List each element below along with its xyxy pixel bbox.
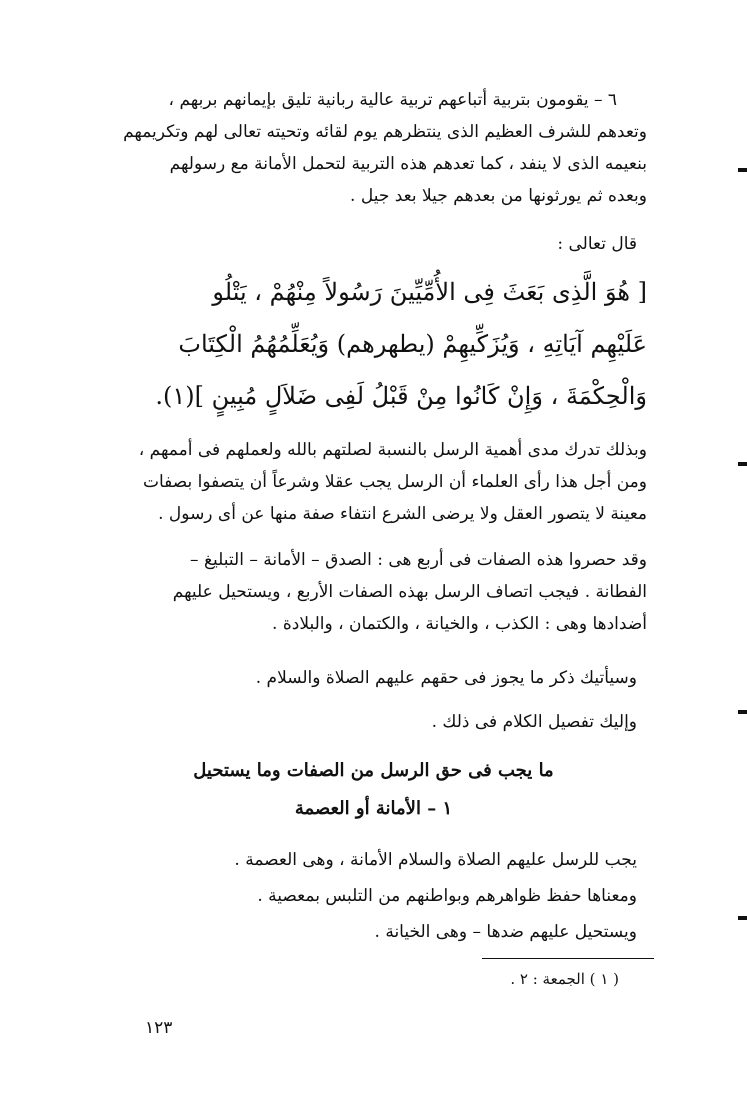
footnote-rule [482, 958, 654, 959]
verse-line-1: [ هُوَ الَّذِى بَعَثَ فِى الأُمِّيِّينَ رَسُولاً مِنْهُمْ ، يَتْلُو [212, 278, 647, 306]
trust-line-2: ومعناها حفظ ظواهرهم وبواطنهم من التلبس بمعصية . [257, 886, 637, 906]
page-number: ١٢٣ [145, 1018, 173, 1038]
scan-edge-mark [738, 462, 747, 466]
verse-line-2: عَلَيْهِم آيَاتِهِ ، وَيُزَكِّيهِمْ (يطهرهم) وَيُعَلِّمُهُمُ الْكِتَابَ [178, 330, 647, 358]
paragraph-6-line-1: ٦ – يقومون بتربية أتباعهم تربية عالية ربانية تليق بإيمانهم بربهم ، [168, 90, 617, 110]
scan-edge-mark [738, 168, 747, 172]
attributes-line-2: الفطانة . فيجب اتصاف الرسل بهذه الصفات الأربع ، ويستحيل عليهم [172, 582, 647, 602]
scan-edge-mark [738, 916, 747, 920]
trust-line-3: ويستحيل عليهم ضدها – وهى الخيانة . [374, 922, 637, 942]
trust-line-1: يجب للرسل عليهم الصلاة والسلام الأمانة ، وهى العصمة . [234, 850, 637, 870]
importance-line-2: ومن أجل هذا رأى العلماء أن الرسل يجب عقلا وشرعاً أن يتصفوا بصفات [142, 472, 647, 492]
verse-intro: قال تعالى : [557, 234, 637, 254]
importance-line-3: معينة لا يتصور العقل ولا يرضى الشرع انتفاء صفة منها عن أى رسول . [158, 504, 647, 524]
subsection-heading: ١ – الأمانة أو العصمة [294, 798, 453, 819]
importance-line-1: وبذلك تدرك مدى أهمية الرسل بالنسبة لصلتهم بالله ولعملهم فى أممهم ، [138, 440, 647, 460]
attributes-line-1: وقد حصروا هذه الصفات فى أربع هى : الصدق – الأمانة – التبليغ – [190, 550, 647, 570]
paragraph-6-line-3: بنعيمه الذى لا ينفد ، كما تعدهم هذه التربية لتحمل الأمانة مع رسولهم [169, 154, 647, 174]
paragraph-6-line-2: وتعدهم للشرف العظيم الذى ينتظرهم يوم لقائه وتحيته تعالى لهم وتكريمهم [123, 122, 647, 142]
detail-line: وإليك تفصيل الكلام فى ذلك . [431, 712, 637, 732]
scan-edge-mark [738, 710, 747, 714]
permissible-line: وسيأتيك ذكر ما يجوز فى حقهم عليهم الصلاة والسلام . [255, 668, 637, 688]
section-heading: ما يجب فى حق الرسل من الصفات وما يستحيل [193, 760, 554, 781]
attributes-line-3: أضدادها وهى : الكذب ، والخيانة ، والكتمان ، والبلادة . [272, 614, 647, 634]
paragraph-6-line-4: وبعده ثم يورثونها من بعدهم جيلا بعد جيل . [350, 186, 647, 206]
footnote: ( ١ ) الجمعة : ٢ . [510, 970, 619, 988]
verse-line-3: وَالْحِكْمَةَ ، وَإِنْ كَانُوا مِنْ قَبْلُ لَفِى ضَلاَلٍ مُبِينٍ ](١). [155, 382, 647, 410]
